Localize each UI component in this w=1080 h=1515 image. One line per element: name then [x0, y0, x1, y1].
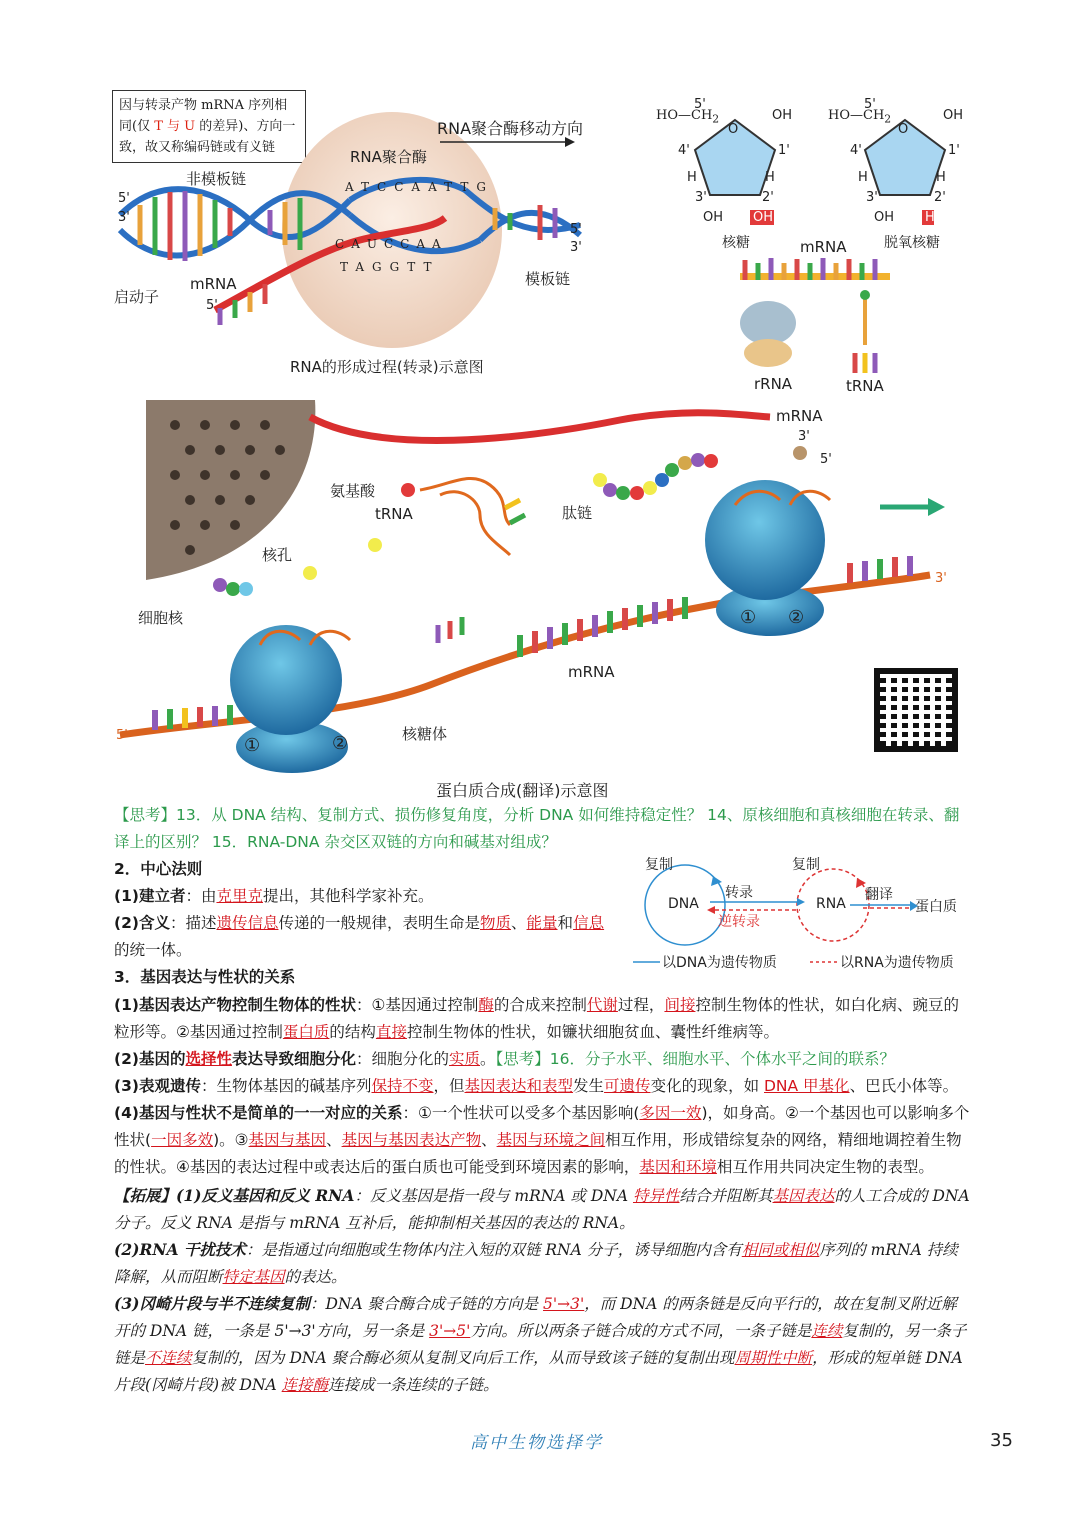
two-prime: 2' [762, 190, 774, 205]
five-prime: 5' [864, 97, 876, 112]
five-prime: 5' [820, 452, 832, 467]
pore-label: 核孔 [262, 546, 293, 564]
non-template-label: 非模板链 [186, 170, 247, 188]
note-text: 的差异)、方向一 [195, 119, 296, 134]
reverse-transcription-label: 逆转录 [718, 914, 760, 930]
s3-p1: (1)基因表达产物控制生物体的性状：①基因通过控制酶的合成来控制代谢过程，间接控制生物体的性状，如白化病、豌豆的粒形等。②基因通过控制蛋白质的结构直接控制生物体的性状，如镰状细胞贫血、囊性纤维病等。 [114, 996, 959, 1041]
h-label: H [858, 170, 868, 185]
template-label: 模板链 [525, 270, 571, 288]
translation-diagram [100, 395, 980, 795]
h-label: H [936, 170, 946, 185]
three-prime: 3' [866, 190, 878, 205]
amino-acid-label: 氨基酸 [330, 482, 376, 500]
five-prime: 5' [206, 298, 218, 313]
peptide-label: 肽链 [562, 504, 593, 522]
note-line: 致，故又称编码链或有义链 [119, 140, 276, 155]
ho-ch2-label: $HO—CH_2$ [656, 108, 720, 126]
dna-label: DNA [668, 896, 699, 912]
replication-label: 复制 [792, 857, 820, 873]
transcription-label: 转录 [725, 885, 753, 901]
three-prime: 3' [570, 240, 582, 255]
oh-label-red: OH [753, 210, 774, 225]
circle-1: ① [244, 735, 261, 756]
ring-o: O [728, 122, 739, 137]
mid-bases: CAUCCAA [335, 237, 448, 251]
four-prime: 4' [678, 143, 690, 158]
five-prime: 5' [570, 222, 582, 237]
protein-label: 蛋白质 [915, 899, 957, 915]
mrna-label: mRNA [800, 238, 847, 256]
oh-label: OH [703, 210, 724, 225]
two-prime: 2' [934, 190, 946, 205]
footer-title: 高中生物选择学 [470, 1433, 603, 1453]
oh-label: OH [772, 108, 793, 123]
five-prime: 5' [694, 97, 706, 112]
ring-o: O [898, 122, 909, 137]
deoxyribose-label: 脱氧核糖 [884, 235, 940, 251]
founder-line: (1)建立者：由克里克提出，其他科学家补充。 [114, 887, 434, 905]
circle-1: ① [740, 607, 757, 628]
three-prime: 3' [695, 190, 707, 205]
mrna-label: mRNA [776, 407, 823, 425]
h-label-red: H [925, 210, 935, 225]
bottom-bases: TAGGTT [340, 260, 440, 274]
mrna-label: mRNA [568, 663, 615, 681]
legend-dna: 以DNA为遗传物质 [662, 955, 777, 971]
qr-code[interactable] [874, 668, 958, 752]
three-prime: 3' [935, 571, 947, 586]
section-2-heading: 2．中心法则 [114, 860, 203, 878]
mrna-label: mRNA [190, 275, 237, 293]
trna-label: tRNA [846, 377, 884, 395]
top-bases: ATCCAATTG [345, 180, 494, 194]
one-prime: 1' [778, 143, 790, 158]
circle-2: ② [332, 733, 349, 754]
nucleus-label: 细胞核 [138, 609, 184, 627]
one-prime: 1' [948, 143, 960, 158]
s3-p4: (4)基因与性状不是简单的一一对应的关系：①一个性状可以受多个基因影响(多因一效)，如身高。②一个基因也可以影响多个性状(一因多效)。③基因与基因、基因与基因表达产物、基因与环境之间相互作用，形成错综复杂的网络，精细地调控着生物的性状。④基因的表达过程中或表达后的蛋白质也可能受到环境因素的影响，基因和环境相互作用共同决定生物的表型。 [114, 1104, 970, 1176]
think-13-15: 【思考】13．从 DNA 结构、复制方式、损伤修复角度，分析 DNA 如何维持稳定性？ 14、原核细胞和真核细胞在转录、翻译上的区别？ 15．RNA-DNA 杂交区双链的方向和碱基对组成？ [114, 806, 960, 851]
five-prime: 5' [118, 191, 130, 206]
note-text: 同(仅 [119, 119, 155, 134]
trna-label: tRNA [375, 505, 413, 523]
note-red-text: T 与 U [154, 119, 196, 134]
replication-label: 复制 [645, 857, 673, 873]
transcription-caption: RNA的形成过程(转录)示意图 [290, 358, 484, 376]
three-prime: 3' [798, 429, 810, 444]
ho-ch2-label: $HO—CH_2$ [828, 108, 892, 126]
rrna-label: rRNA [754, 375, 793, 393]
h-label: H [687, 170, 697, 185]
s3-p2: (2)基因的选择性表达导致细胞分化：细胞分化的实质。【思考】16．分子水平、细胞水平、个体水平之间的联系？ [114, 1050, 896, 1068]
four-prime: 4' [850, 143, 862, 158]
polymerase-label: RNA聚合酶 [350, 148, 427, 166]
legend-rna: 以RNA为遗传物质 [840, 955, 954, 971]
translation-label: 翻译 [865, 887, 893, 903]
circle-2: ② [788, 607, 805, 628]
ext-p1: 【拓展】(1)反义基因和反义 RNA：反义基因是指一段与 mRNA 或 DNA 特异性结合并阻断其基因表达的人工合成的 DNA 分子。反义 RNA 是指与 mRNA 互补后，能抑制相关基因的表达的 RNA。 [114, 1186, 970, 1232]
three-prime: 3' [118, 210, 130, 225]
ribose-label: 核糖 [722, 235, 750, 251]
ribosome-label: 核糖体 [402, 725, 448, 743]
page-number: 35 [990, 1430, 1013, 1451]
meaning-line: (2)含义：描述遗传信息传递的一般规律，表明生命是物质、能量和信息的统一体。 [114, 914, 605, 959]
five-prime: 5' [116, 728, 128, 743]
oh-label: OH [874, 210, 895, 225]
section-3-heading: 3．基因表达与性状的关系 [114, 968, 296, 986]
s3-p3: (3)表观遗传：生物体基因的碱基序列保持不变，但基因表达和表型发生可遗传变化的现象，如 DNA 甲基化、巴氏小体等。 [114, 1077, 959, 1095]
rna-label: RNA [816, 896, 846, 912]
note-line: 因与转录产物 mRNA 序列相 [119, 98, 288, 113]
ext-p3: (3)冈崎片段与半不连续复制：DNA 聚合酶合成子链的方向是 5'→3'，而 DNA 的两条链是反向平行的，故在复制叉附近解开的 DNA 链，一条是 5'→3'方向，另一条是 3'→5'方向。所以两条子链合成的方式不同，一条子链是连续复制的，另一条子链是不连续复制的，因为 DNA 聚合酶必须从复制叉向后工作，从而导致该子链的复制出现周期性中断，形成的短单链 DNA 片段(冈崎片段)被 DNA 连接酶连接成一条连续的子链。 [114, 1294, 967, 1394]
direction-label: RNA聚合酶移动方向 [437, 119, 584, 138]
promoter-label: 启动子 [114, 288, 160, 306]
h-label: H [765, 170, 775, 185]
translation-caption: 蛋白质合成(翻译)示意图 [436, 781, 609, 800]
oh-label: OH [943, 108, 964, 123]
ext-p2: (2)RNA 干扰技术：是指通过向细胞或生物体内注入短的双链 RNA 分子，诱导细胞内含有相同或相似序列的 mRNA 持续降解，从而阻断特定基因的表达。 [114, 1240, 958, 1286]
